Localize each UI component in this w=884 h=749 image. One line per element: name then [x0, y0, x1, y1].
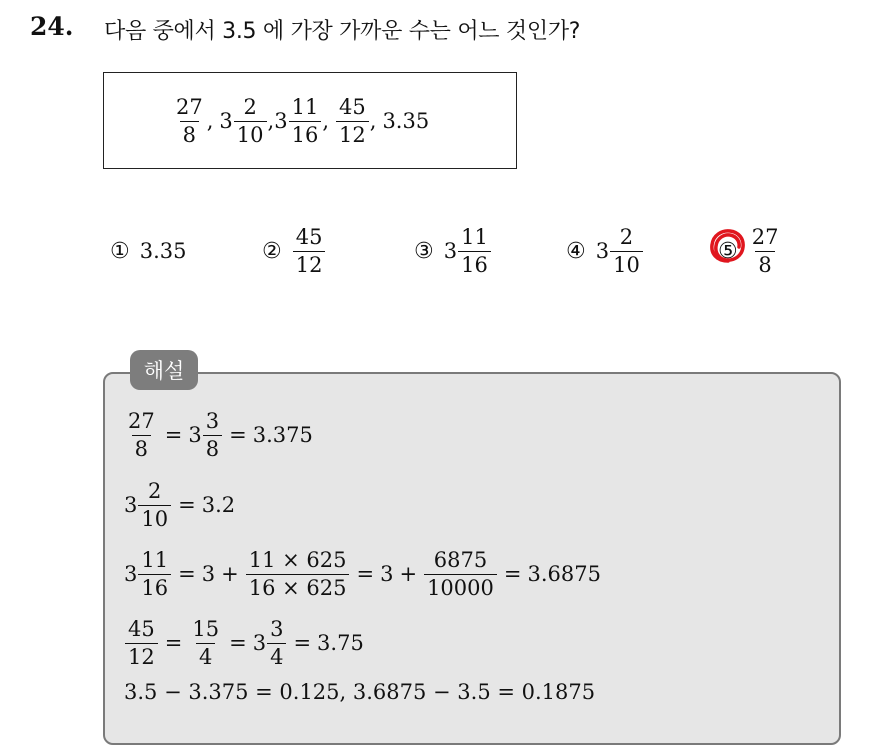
choice-4-whole: 3	[595, 239, 610, 263]
fraction: $\frac{3}{4}$	[267, 618, 286, 668]
choice-5-marker: ⑤	[718, 238, 738, 264]
result: 3.375	[252, 423, 313, 447]
question-text: 다음 중에서 3.5 에 가장 가까운 수는 어느 것인가?	[104, 19, 581, 44]
equals-sign: =	[178, 562, 196, 586]
choice-4[interactable]	[566, 222, 644, 280]
plus-sign: +	[399, 562, 418, 586]
fraction: $\frac{3}{8}$	[203, 410, 222, 460]
given-fraction-45-12: $\frac{45}{12}$	[336, 96, 369, 146]
solution-line-5: 3.5 − 3.375 = 0.125, 3.6875 − 3.5 = 0.1875	[124, 680, 596, 704]
plus-sign: +	[221, 562, 239, 586]
choice-3-marker: ③	[414, 238, 434, 264]
fraction: $\frac{45}{12}$	[125, 618, 158, 668]
choice-3[interactable]	[414, 222, 492, 280]
solution-line-1	[124, 402, 313, 468]
solution-line-3	[124, 541, 601, 607]
choice-1-marker: ①	[110, 238, 130, 264]
choice-4-fraction: $\frac{2}{10}$	[610, 226, 643, 276]
choice-3-whole: 3	[443, 239, 458, 263]
solution-line-2	[124, 472, 235, 538]
equals-sign: =	[293, 631, 312, 655]
term: 3	[201, 562, 216, 586]
fraction: $\frac{15}{4}$	[192, 616, 220, 669]
given-fraction-11-16: $\frac{11}{16}$	[289, 96, 322, 146]
given-mixed-whole: 3	[219, 109, 233, 133]
given-numbers: $\frac{27}{8}$ , 3 $\frac{2}{10}$ , 3 $\frac{11}{16}$ , $\frac{45}{12}$ , 3.35	[172, 88, 429, 154]
whole: 3	[124, 562, 138, 586]
choice-2-fraction: $\frac{45}{12}$	[293, 226, 326, 276]
choice-5-fraction: $\frac{27}{8}$	[751, 224, 779, 277]
given-mixed-whole: 3	[274, 109, 288, 133]
question-number: 24.	[30, 12, 74, 41]
result: 3.75	[317, 631, 364, 655]
given-fraction-2-10: $\frac{2}{10}$	[234, 96, 267, 146]
fraction: $\frac{27}{8}$	[128, 408, 155, 461]
result: 3.6875	[527, 562, 601, 586]
result: 3.2	[201, 493, 236, 517]
answer-circle-mark	[708, 226, 748, 266]
choice-1-value: 3.35	[139, 239, 187, 263]
choice-2-marker: ②	[262, 238, 282, 264]
solution-tag: 해설	[130, 350, 198, 390]
fraction: $\frac{6875}{10000}$	[424, 549, 497, 599]
choice-1[interactable]	[110, 222, 187, 280]
equals-sign: =	[164, 631, 183, 655]
equals-sign: =	[503, 562, 522, 586]
term: 3	[380, 562, 394, 586]
equals-sign: =	[229, 423, 247, 447]
given-fraction-27-8: $\frac{27}{8}$	[176, 94, 203, 147]
fraction: $\frac{11 \times 625}{16 \times 625}$	[246, 549, 350, 599]
whole: 3	[252, 631, 267, 655]
equals-sign: =	[356, 562, 375, 586]
equals-sign: =	[164, 423, 183, 447]
given-decimal: 3.35	[382, 109, 430, 133]
whole: 3	[188, 423, 202, 447]
fraction: $\frac{2}{10}$	[138, 480, 171, 530]
choice-2[interactable]	[262, 222, 326, 280]
equals-sign: =	[229, 631, 247, 655]
choice-3-fraction: $\frac{11}{16}$	[458, 226, 491, 276]
equals-sign: =	[178, 493, 196, 517]
whole: 3	[124, 493, 138, 517]
solution-line-4	[124, 610, 364, 676]
choice-4-marker: ④	[566, 238, 586, 264]
fraction: $\frac{11}{16}$	[138, 549, 171, 599]
